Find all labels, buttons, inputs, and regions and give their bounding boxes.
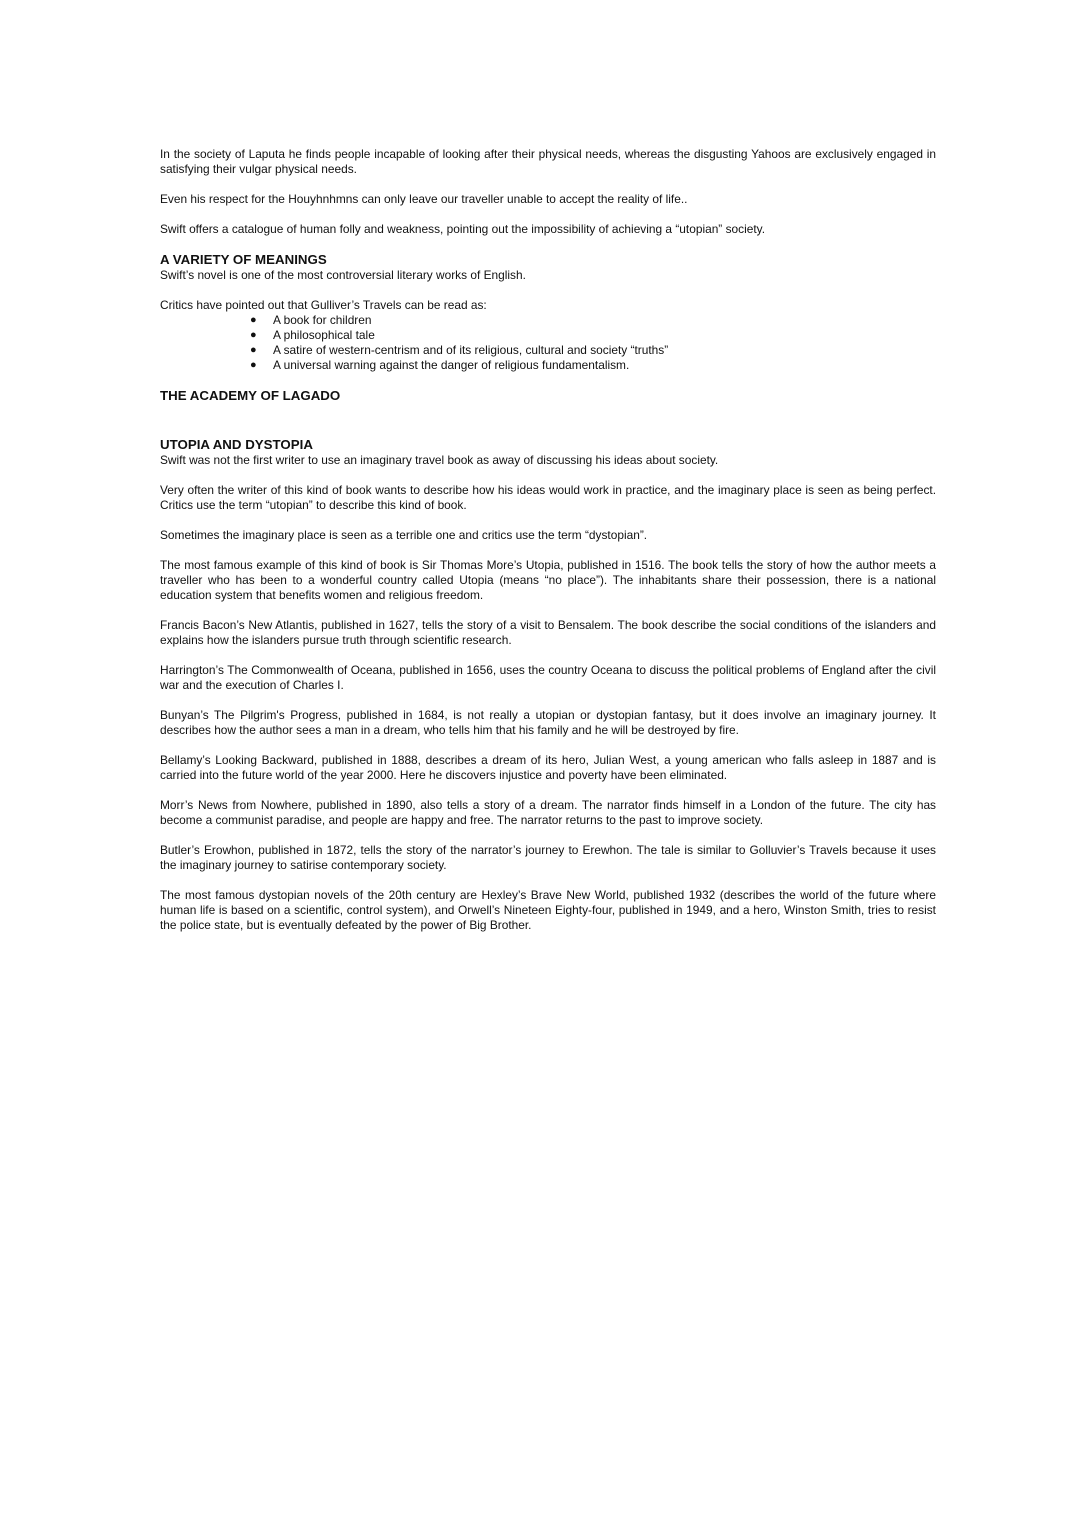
heading-utopia-and-dystopia: UTOPIA AND DYSTOPIA bbox=[160, 437, 313, 452]
paragraph-controversial: Swift’s novel is one of the most controversial literary works of English. bbox=[160, 268, 526, 282]
heading-variety-of-meanings: A VARIETY OF MEANINGS bbox=[160, 252, 327, 267]
list-item bbox=[160, 358, 936, 373]
list-item-text: A universal warning against the danger of religious fundamentalism. bbox=[273, 358, 630, 372]
paragraph-catalogue: Swift offers a catalogue of human folly and weakness, pointing out the impossibility of achieving a “utopian” society. bbox=[160, 222, 765, 236]
paragraph-utopia: Swift was not the first writer to use an imaginary travel book as away of discussing his ideas about society. bbox=[160, 453, 719, 467]
paragraph-laputa: In the society of Laputa he finds people incapable of looking after their physical needs, whereas the disgusting Yahoos are exclusively engaged in satisfying their vulgar physical needs. bbox=[160, 147, 936, 176]
paragraph-utopia: Butler’s Erowhon, published in 1872, tells the story of the narrator’s journey to Erewhon. The tale is similar to Golluvier’s Travels because it uses the imaginary journey to satirise contemporary society. bbox=[160, 843, 936, 872]
list-item bbox=[160, 343, 936, 358]
paragraph-utopia: Morr’s News from Nowhere, published in 1890, also tells a story of a dream. The narrator finds himself in a London of the future. The city has become a communist paradise, and people are happy and free. The narrator returns to the past to improve society. bbox=[160, 798, 936, 827]
bullet-icon: ● bbox=[250, 329, 257, 341]
list-item bbox=[160, 313, 936, 328]
paragraph-utopia: The most famous example of this kind of book is Sir Thomas More’s Utopia, published in 1516. The book tells the story of how the author meets a traveller who has been to a wonderful country called Utopia (means “no place”). The inhabitants share their possession, there is a national education system that benefits women and religious freedom. bbox=[160, 558, 936, 602]
bullet-icon: ● bbox=[250, 344, 257, 356]
document-page bbox=[160, 147, 936, 948]
bullet-icon: ● bbox=[250, 359, 257, 371]
paragraph-critics-lead: Critics have pointed out that Gulliver’s Travels can be read as: bbox=[160, 298, 487, 312]
paragraph-utopia: Bunyan’s The Pilgrim's Progress, published in 1684, is not really a utopian or dystopian fantasy, but it does involve an imaginary journey. It describes how the author sees a man in a dream, who tells him that his family and he will be destroyed by fire. bbox=[160, 708, 936, 737]
paragraph-utopia: Francis Bacon’s New Atlantis, published in 1627, tells the story of a visit to Bensalem. The book describe the social conditions of the islanders and explains how the islanders pursue truth through scientific research. bbox=[160, 618, 936, 647]
paragraph-utopia: Harrington’s The Commonwealth of Oceana, published in 1656, uses the country Oceana to discuss the political problems of England after the civil war and the execution of Charles I. bbox=[160, 663, 936, 692]
heading-academy-of-lagado: THE ACADEMY OF LAGADO bbox=[160, 388, 341, 403]
list-item bbox=[160, 328, 936, 343]
paragraph-houyhnhmns: Even his respect for the Houyhnhmns can only leave our traveller unable to accept the reality of life.. bbox=[160, 192, 688, 206]
paragraph-utopia: Very often the writer of this kind of book wants to describe how his ideas would work in practice, and the imaginary place is seen as being perfect. Critics use the term “utopian” to describe this kind of book. bbox=[160, 483, 936, 512]
bullet-icon: ● bbox=[250, 314, 257, 326]
list-item-text: A satire of western-centrism and of its religious, cultural and society “truths” bbox=[273, 343, 669, 357]
paragraph-utopia: Sometimes the imaginary place is seen as a terrible one and critics use the term “dystopian”. bbox=[160, 528, 648, 542]
list-item-text: A philosophical tale bbox=[273, 328, 375, 342]
paragraph-utopia: Bellamy’s Looking Backward, published in 1888, describes a dream of its hero, Julian West, a young american who falls asleep in 1887 and is carried into the future world of the year 2000. Here he discovers injustice and poverty have been eliminated. bbox=[160, 753, 936, 782]
paragraph-utopia: The most famous dystopian novels of the 20th century are Hexley’s Brave New World, published 1932 (describes the world of the future where human life is based on a scientific, control system), and Orwell’s Nineteen Eighty-four, published in 1949, and a hero, Winston Smith, tries to resist the police state, but is eventually defeated by the power of Big Brother. bbox=[160, 888, 936, 932]
list-item-text: A book for children bbox=[273, 313, 372, 327]
readings-list bbox=[160, 313, 936, 373]
